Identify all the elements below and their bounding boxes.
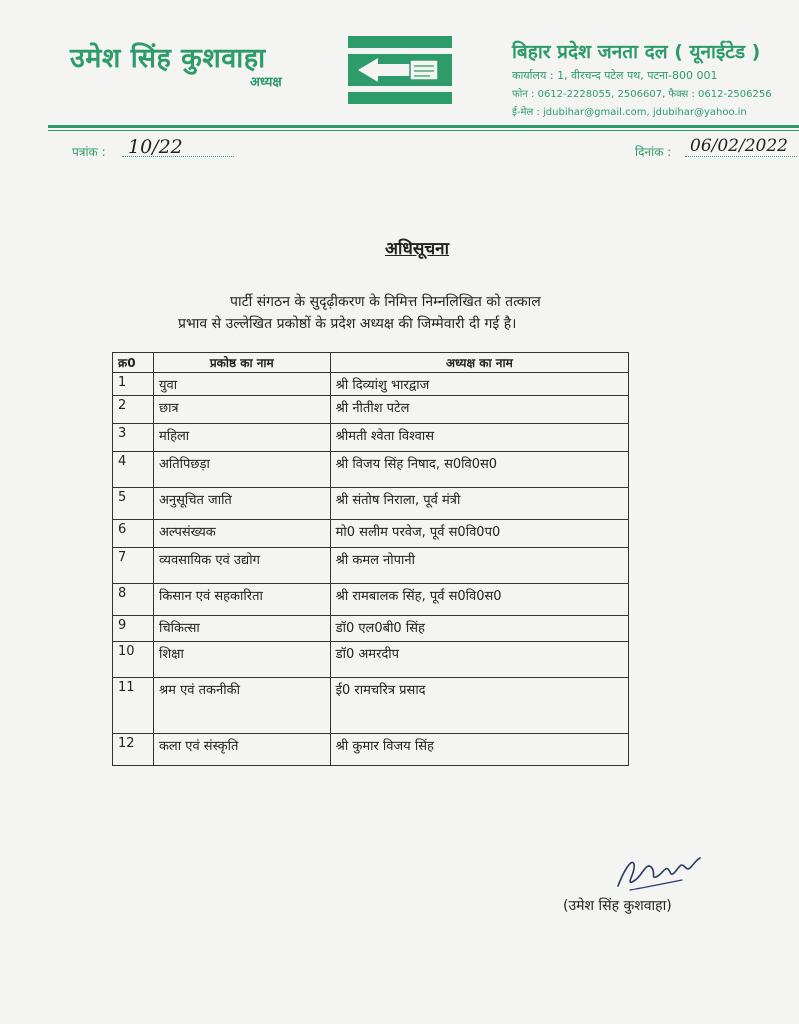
reference-dotted-line <box>122 156 234 157</box>
letterhead-role: अध्यक्ष <box>250 75 282 90</box>
table-row <box>113 488 629 520</box>
president-name: मो0 सलीम परवेज, पूर्व स0वि0प0 <box>330 520 628 548</box>
letterhead-rule-thin <box>48 130 799 131</box>
notice-title: अधिसूचना <box>385 239 449 259</box>
serial-cell: 2 <box>113 396 154 424</box>
table-row <box>113 373 629 396</box>
serial-cell: 12 <box>113 734 154 766</box>
handwritten-signature <box>612 850 704 894</box>
cell-name: चिकित्सा <box>153 616 330 642</box>
president-name: डॉ0 अमरदीप <box>330 642 628 678</box>
serial-cell: 3 <box>113 424 154 452</box>
serial-cell: 9 <box>113 616 154 642</box>
header-cell-name: प्रकोष्ठ का नाम <box>153 353 330 373</box>
reference-label: पत्रांक : <box>72 145 106 159</box>
organization-name: बिहार प्रदेश जनता दल ( यूनाईटेड ) <box>512 41 761 63</box>
table-row <box>113 616 629 642</box>
president-name: ई0 रामचरित्र प्रसाद <box>330 678 628 734</box>
cell-name: कला एवं संस्कृति <box>153 734 330 766</box>
president-name: श्री संतोष निराला, पूर्व मंत्री <box>330 488 628 520</box>
letterhead-name: उमेश सिंह कुशवाहा <box>70 43 266 74</box>
table-row <box>113 396 629 424</box>
office-phone: फोन : 0612-2228055, 2506607, फैक्स : 0612-2506256 <box>512 89 772 100</box>
president-name: श्री कमल नोपानी <box>330 548 628 584</box>
serial-cell: 1 <box>113 373 154 396</box>
table-row <box>113 520 629 548</box>
cell-presidents-table <box>112 352 629 766</box>
cell-name: युवा <box>153 373 330 396</box>
cell-name: श्रम एवं तकनीकी <box>153 678 330 734</box>
cell-name: महिला <box>153 424 330 452</box>
date-dotted-line <box>685 156 797 157</box>
table-row <box>113 642 629 678</box>
header-serial: क्र0 <box>113 353 154 373</box>
date-value: 06/02/2022 <box>690 136 788 156</box>
table-row <box>113 548 629 584</box>
table-row <box>113 424 629 452</box>
serial-cell: 5 <box>113 488 154 520</box>
president-name: श्री कुमार विजय सिंह <box>330 734 628 766</box>
office-email: ई-मेल : jdubihar@gmail.com, jdubihar@yahoo.in <box>512 107 747 118</box>
serial-cell: 4 <box>113 452 154 488</box>
cell-name: व्यवसायिक एवं उद्योग <box>153 548 330 584</box>
cell-name: किसान एवं सहकारिता <box>153 584 330 616</box>
cell-name: शिक्षा <box>153 642 330 678</box>
serial-cell: 7 <box>113 548 154 584</box>
cell-name: अनुसूचित जाति <box>153 488 330 520</box>
president-name: डॉ0 एल0बी0 सिंह <box>330 616 628 642</box>
serial-cell: 11 <box>113 678 154 734</box>
serial-cell: 6 <box>113 520 154 548</box>
cell-name: अतिपिछड़ा <box>153 452 330 488</box>
cell-name: छात्र <box>153 396 330 424</box>
table-row <box>113 584 629 616</box>
signatory-name: (उमेश सिंह कुशवाहा) <box>563 898 672 914</box>
table-row <box>113 678 629 734</box>
president-name: श्रीमती श्वेता विश्वास <box>330 424 628 452</box>
table-row <box>113 452 629 488</box>
office-address: कार्यालय : 1, वीरचन्द पटेल पथ, पटना-800 001 <box>512 69 718 82</box>
president-name: श्री नीतीश पटेल <box>330 396 628 424</box>
notice-body-line-2: प्रभाव से उल्लेखित प्रकोष्ठों के प्रदेश अध्यक्ष की जिम्मेवारी दी गई है। <box>178 316 517 332</box>
president-name: श्री विजय सिंह निषाद, स0वि0स0 <box>330 452 628 488</box>
notice-body-line-1: पार्टी संगठन के सुदृढ़ीकरण के निमित्त निम्नलिखित को तत्काल <box>230 294 541 310</box>
president-name: श्री रामबालक सिंह, पूर्व स0वि0स0 <box>330 584 628 616</box>
party-arrow-logo-icon <box>348 36 452 104</box>
table-header-row <box>113 353 629 373</box>
serial-cell: 8 <box>113 584 154 616</box>
table-row <box>113 734 629 766</box>
date-label: दिनांक : <box>635 145 672 159</box>
reference-number: 10/22 <box>128 136 183 158</box>
letterhead-rule <box>48 125 799 128</box>
cell-name: अल्पसंख्यक <box>153 520 330 548</box>
serial-cell: 10 <box>113 642 154 678</box>
header-president-name: अध्यक्ष का नाम <box>330 353 628 373</box>
president-name: श्री दिव्यांशु भारद्वाज <box>330 373 628 396</box>
